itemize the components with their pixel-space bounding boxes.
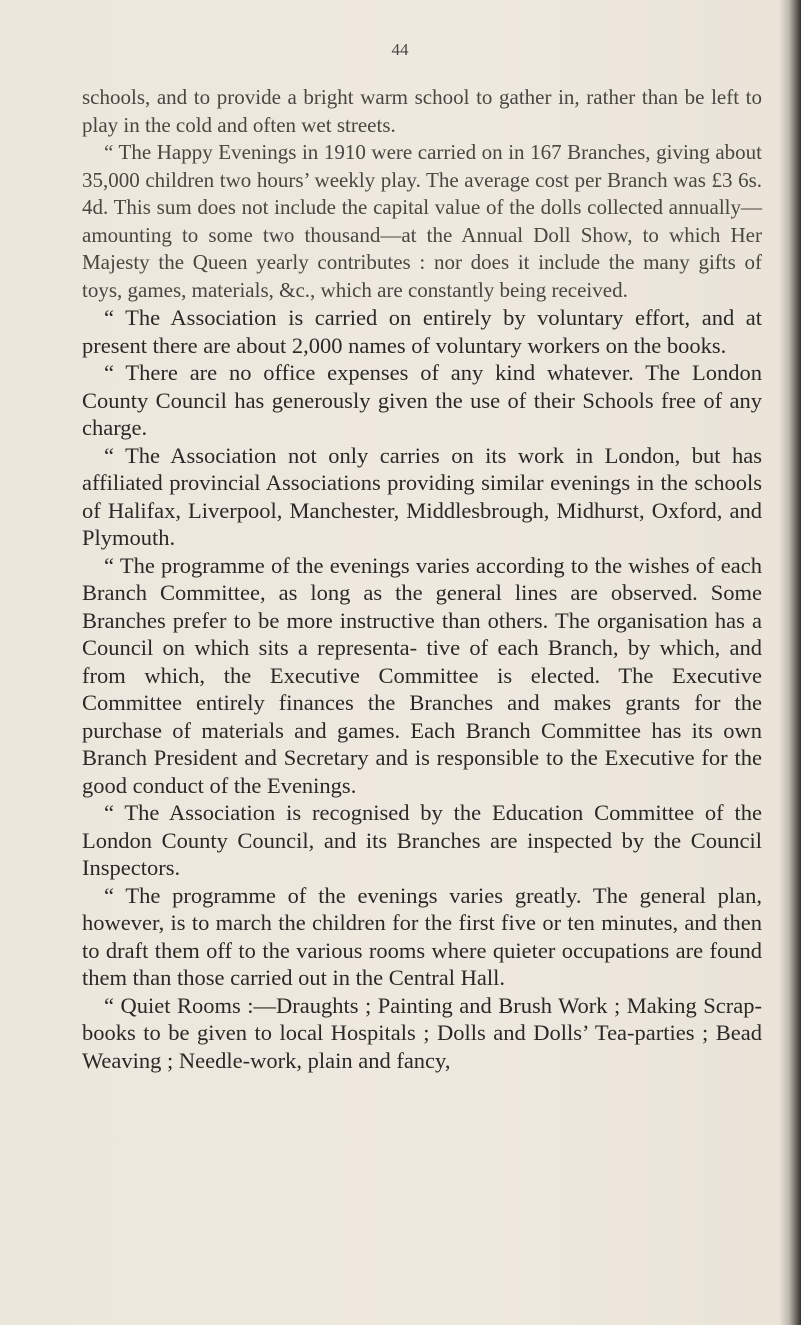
paragraph-2: “ The Happy Evenings in 1910 were carried on in 167 Branches, giving about 35,000 children two hours’ weekly play. The average cost per Branch was £3 6s. 4d. This sum does not include the capital value of the dolls collected annually—amounting to some two thousand—at the Annual Doll Show, to which Her Majesty the Queen yearly contributes : nor does it include the many gifts of toys, games, materials, &c., which are constantly being received. — [82, 140, 762, 302]
paragraph-1: schools, and to provide a bright warm school to gather in, rather than be left to play in the cold and often wet streets. — [82, 85, 762, 137]
paragraph-7: “ The Association is recognised by the Education Committee of the London County Council, and its Branches are inspected by the Council Inspectors. — [82, 800, 762, 880]
page-edge-shadow — [779, 0, 801, 1325]
paragraph-6: “ The programme of the evenings varies according to the wishes of each Branch Committee, as long as the general lines are observed. Some Branches prefer to be more instructive than others. The organisation has a Council on which sits a representa- tive of each Branch, by which, and from which, the Executive Committee is elected. The Executive Committee entirely finances the Branches and makes grants for the purchase of materials and games. Each Branch Committee has its own Branch President and Secretary and is responsible to the Executive for the good conduct of the Evenings. — [82, 552, 762, 798]
paragraph-9: “ Quiet Rooms :—Draughts ; Painting and Brush Work ; Making Scrap-books to be given to local Hospitals ; Dolls and Dolls’ Tea-parties ; Bead Weaving ; Needle-work, plain and fancy, — [82, 992, 762, 1073]
body-text — [82, 84, 762, 1074]
paragraph-3: “ The Association is carried on entirely by voluntary effort, and at present there are about 2,000 names of voluntary workers on the books. — [82, 305, 762, 358]
paragraph-8: “ The programme of the evenings varies greatly. The general plan, however, is to march the children for the first five or ten minutes, and then to draft them off to the various rooms where quieter occupations are found them than those carried out in the Central Hall. — [82, 882, 762, 990]
paragraph-4: “ There are no office expenses of any kind whatever. The London County Council has generously given the use of their Schools free of any charge. — [82, 360, 762, 440]
page-number: 44 — [391, 40, 409, 59]
paragraph-5: “ The Association not only carries on its work in London, but has affiliated provincial Associations providing similar evenings in the schools of Halifax, Liverpool, Manchester, Middlesbrough, Midhurst, Oxford, and Plymouth. — [82, 442, 762, 550]
